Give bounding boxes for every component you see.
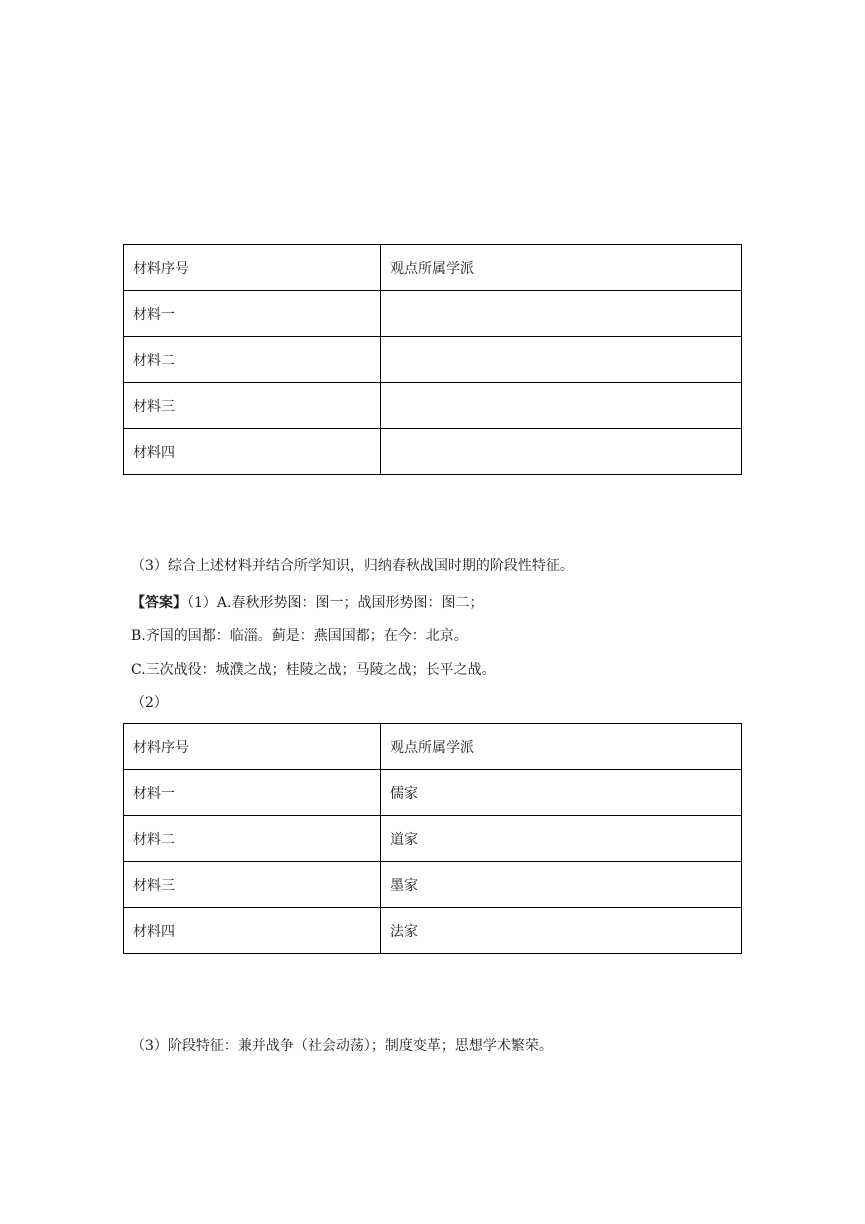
school-cell (381, 429, 742, 475)
material-cell: 材料二 (124, 816, 381, 862)
material-cell: 材料一 (124, 291, 381, 337)
school-cell (381, 383, 742, 429)
answer-line3: C.三次战役：城濮之战；桂陵之战；马陵之战；长平之战。 (131, 662, 496, 678)
school-cell (381, 337, 742, 383)
material-cell: 材料四 (124, 429, 381, 475)
table-row (124, 429, 742, 475)
answer-line2: B.齐国的国都：临淄。蓟是：燕国国都；在今：北京。 (131, 628, 468, 644)
answer-part2-label: （2） (131, 695, 168, 711)
material-cell: 材料四 (124, 908, 381, 954)
school-cell (381, 291, 742, 337)
header-cell-material: 材料序号 (124, 245, 381, 291)
material-cell: 材料三 (124, 862, 381, 908)
table-row (124, 383, 742, 429)
table-row (124, 908, 742, 954)
header-cell-school: 观点所属学派 (381, 724, 742, 770)
school-cell: 儒家 (381, 770, 742, 816)
material-cell: 材料二 (124, 337, 381, 383)
table-row (124, 291, 742, 337)
material-cell: 材料一 (124, 770, 381, 816)
header-cell-material: 材料序号 (124, 724, 381, 770)
table-row (124, 862, 742, 908)
table-header-row (124, 245, 742, 291)
school-cell: 墨家 (381, 862, 742, 908)
answer-part1-line (131, 593, 483, 613)
material-cell: 材料三 (124, 383, 381, 429)
table-header-row (124, 724, 742, 770)
question-3-text: （3）综合上述材料并结合所学知识，归纳春秋战国时期的阶段性特征。 (131, 558, 574, 574)
answer-table (123, 723, 742, 954)
answer-line1-text: （1）A.春秋形势图：图一；战国形势图：图二； (187, 595, 484, 611)
answer-label: 【答案】 (131, 595, 187, 611)
blank-table (123, 244, 742, 475)
table-row (124, 337, 742, 383)
answer-3-text: （3）阶段特征：兼并战争（社会动荡）；制度变革；思想学术繁荣。 (131, 1038, 553, 1054)
table-row (124, 770, 742, 816)
school-cell: 法家 (381, 908, 742, 954)
table-row (124, 816, 742, 862)
school-cell: 道家 (381, 816, 742, 862)
header-cell-school: 观点所属学派 (381, 245, 742, 291)
